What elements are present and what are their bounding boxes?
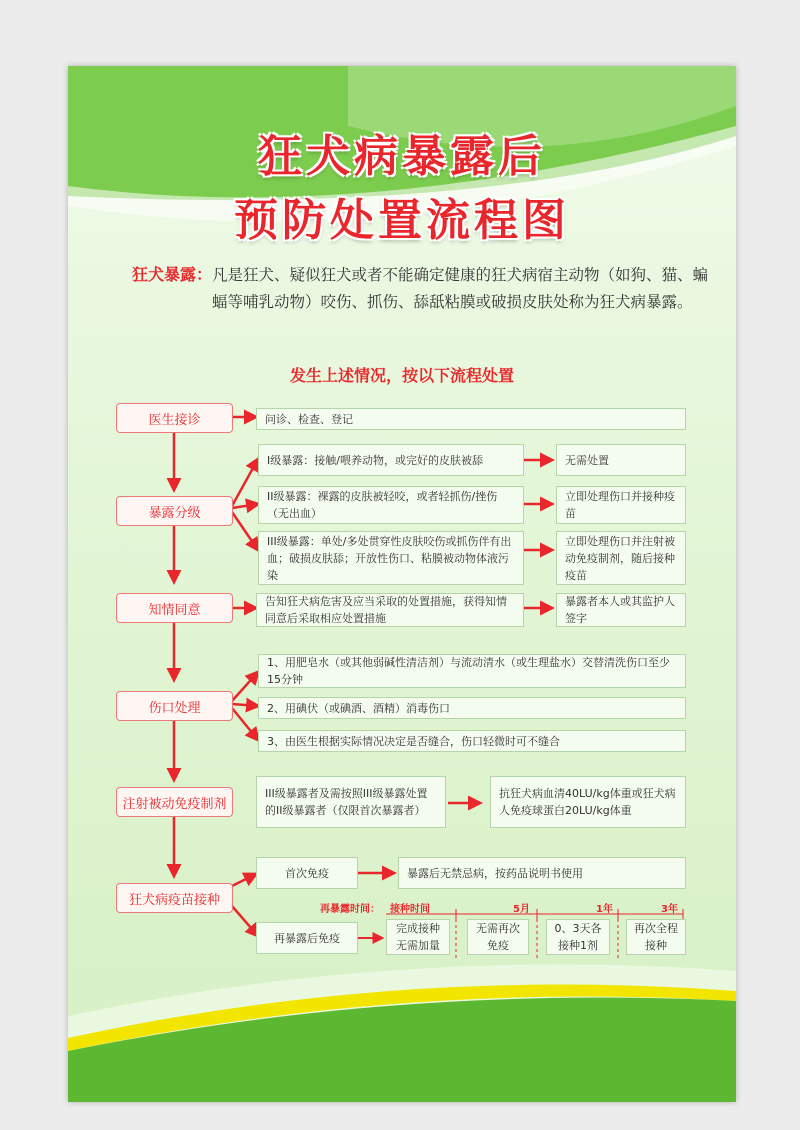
step-wound: 伤口处理	[116, 691, 233, 721]
timeline-cell: 0、3天各接种1剂	[546, 919, 610, 955]
grade3-result-box: 立即处理伤口并注射被动免疫制剂，随后接种疫苗	[556, 531, 686, 585]
grade2-box: II级暴露：裸露的皮肤被轻咬，或者轻抓伤/挫伤（无出血）	[258, 486, 524, 524]
first-vaccine-detail-box: 暴露后无禁忌病，按药品说明书使用	[398, 857, 686, 889]
wound-step-3-box: 3、由医生根据实际情况决定是否缝合，伤口轻微时可不缝合	[258, 730, 686, 752]
timeline-cell: 完成接种无需加量	[386, 919, 450, 955]
step-grade: 暴露分级	[116, 496, 233, 526]
definition-text: 凡是狂犬、疑似狂犬或者不能确定健康的狂犬病宿主动物（如狗、猫、蝙蝠等哺乳动物）咬伤、抓伤、舔舐粘膜或破损皮肤处称为狂犬病暴露。	[212, 266, 709, 311]
first-vaccine-box: 首次免疫	[256, 857, 358, 889]
grade1-box: I级暴露：接触/喂养动物，或完好的皮肤被舔	[258, 444, 524, 476]
poster	[68, 66, 736, 1102]
wound-step-2-box: 2、用碘伏（或碘酒、酒精）消毒伤口	[258, 697, 686, 719]
step-consent: 知情同意	[116, 593, 233, 623]
re-vaccine-box: 再暴露后免疫	[256, 922, 358, 954]
title-line-2: 预防处置流程图	[234, 195, 570, 246]
flow-subtitle: 发生上述情况，按以下流程处置	[289, 366, 514, 385]
step-passive: 注射被动免疫制剂	[116, 787, 233, 817]
definition-label: 狂犬暴露：	[132, 265, 213, 284]
timeline-start: 接种时间	[390, 904, 430, 915]
passive-detail-box: III级暴露者及需按照III级暴露处置的II级暴露者（仅限首次暴露者）	[256, 776, 446, 828]
timeline-5-months: 5月	[513, 904, 530, 915]
wound-step-1-box: 1、用肥皂水（或其他弱碱性清洁剂）与流动清水（或生理盐水）交替清洗伤口至少15分钟	[258, 654, 686, 688]
step-vaccine: 狂犬病疫苗接种	[116, 883, 233, 913]
step-doctor: 医生接诊	[116, 403, 233, 433]
timeline-cell: 无需再次免疫	[467, 919, 529, 955]
timeline-3-years: 3年	[661, 904, 678, 915]
doctor-detail-box: 问诊、检查、登记	[256, 408, 686, 430]
grade1-result-box: 无需处置	[556, 444, 686, 476]
grade2-result-box: 立即处理伤口并接种疫苗	[556, 486, 686, 524]
timeline-cell: 再次全程接种	[626, 919, 686, 955]
consent-detail-box: 告知狂犬病危害及应当采取的处置措施，获得知情同意后采取相应处置措施	[256, 593, 524, 627]
passive-result-box: 抗狂犬病血清40LU/kg体重或狂犬病人免疫球蛋白20LU/kg体重	[490, 776, 686, 828]
title-line-1: 狂犬病暴露后	[258, 131, 546, 182]
timeline-1-year: 1年	[596, 904, 613, 915]
consent-result-box: 暴露者本人或其监护人签字	[556, 593, 686, 627]
grade3-box: III级暴露：单处/多处贯穿性皮肤咬伤或抓伤伴有出血；破损皮肤舔；开放性伤口、粘膜被动物体液污染	[258, 531, 524, 585]
timeline-label: 再暴露时间：	[320, 904, 380, 915]
